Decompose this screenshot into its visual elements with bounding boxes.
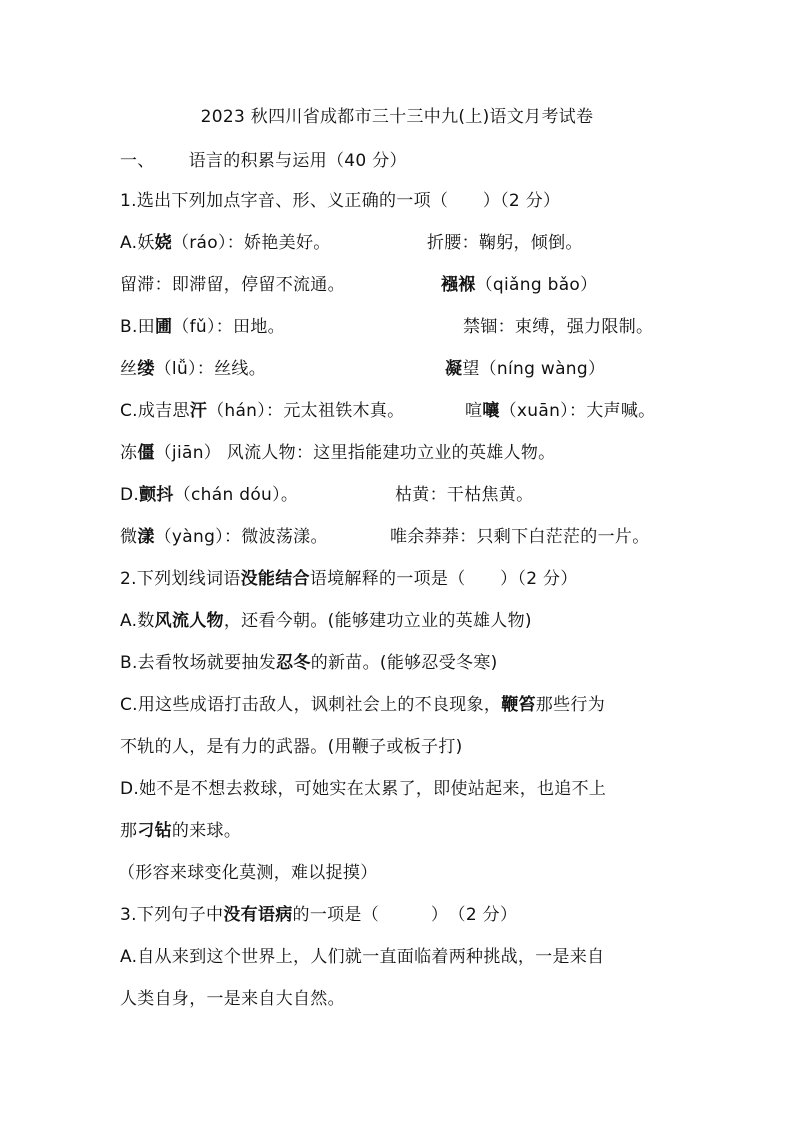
q1-option-a2-left: 留滞：即滞留，停留不流通。 <box>120 275 345 295</box>
underlined-word: 风流人物 <box>154 611 224 631</box>
dotted-word: 漾 <box>137 527 155 547</box>
q1-option-a2-right <box>441 274 597 296</box>
q2-option-c <box>120 694 605 716</box>
dotted-word: 僵 <box>137 443 155 463</box>
q1-option-d2-left <box>120 526 328 548</box>
q2-option-d: D.她不是不想去救球，可她实在太累了，即使站起来，也追不上 <box>120 779 607 799</box>
dotted-word: 缕 <box>137 359 155 379</box>
text-run: 2.下列划线词语 <box>120 569 241 589</box>
q3-option-a: A.自从来到这个世界上，人们就一直面临着两种挑战，一是来自 <box>120 947 605 967</box>
text-run: C.用这些成语打击敌人，讽刺社会上的不良现象， <box>120 695 502 715</box>
text-run: C.成吉思 <box>120 401 190 421</box>
q1-option-d-left <box>120 484 298 506</box>
dotted-word: 颤抖 <box>139 485 174 505</box>
text-run: 语境解释的一项是（ ）（2 分） <box>309 569 578 589</box>
text-run: 丝 <box>120 359 138 379</box>
text-run: （lǚ）：丝线。 <box>154 359 267 379</box>
text-run: 的新苗。(能够忍受冬寒) <box>310 653 498 673</box>
text-run: B.田 <box>120 317 155 337</box>
text-run: （qiǎng bǎo） <box>475 275 598 295</box>
text-run: 的来球。 <box>171 821 242 841</box>
text-run: （chán dóu）。 <box>173 485 299 505</box>
emphasis: 没有语病 <box>223 905 293 925</box>
text-run: 的一项是（ ） （2 分） <box>292 905 518 925</box>
text-run: A.妖 <box>120 233 155 253</box>
text-run: 喧 <box>465 401 483 421</box>
emphasis: 没能结合 <box>240 569 310 589</box>
section-heading <box>120 150 407 172</box>
text-run: （fǔ）：田地。 <box>172 317 285 337</box>
dotted-word: 汗 <box>189 401 208 421</box>
underlined-word: 鞭笞 <box>501 695 536 715</box>
q1-option-a-left <box>120 232 331 254</box>
text-run: A.数 <box>120 611 155 631</box>
text-run: 望（níng wàng） <box>462 359 606 379</box>
q2-stem <box>120 568 578 590</box>
text-run: （ráo）：娇艳美好。 <box>171 233 331 253</box>
dotted-word: 圃 <box>154 317 173 337</box>
section-title: 语言的积累与运用（40 分） <box>188 151 407 171</box>
dotted-word: 凝 <box>445 359 463 379</box>
text-run: D. <box>120 485 140 505</box>
text-run: 那 <box>120 821 138 841</box>
q1-option-c-left <box>120 400 404 422</box>
underlined-word: 刁钻 <box>137 821 172 841</box>
q1-stem: 1.选出下列加点字音、形、义正确的一项（ ）（2 分） <box>120 191 561 211</box>
dotted-word: 襁褓 <box>441 275 476 295</box>
q3-stem <box>120 904 517 926</box>
text-run: （yàng）：微波荡漾。 <box>154 527 328 547</box>
q1-option-b-right: 禁锢：束缚，强力限制。 <box>463 317 654 337</box>
dotted-word: 娆 <box>154 233 172 253</box>
text-run: （xuān）：大声喊。 <box>499 401 656 421</box>
q2-option-a <box>120 610 532 632</box>
text-run: 那些行为 <box>535 695 605 715</box>
text-run: 微 <box>120 527 138 547</box>
text-run: 冻 <box>120 443 138 463</box>
q1-option-b2-right <box>445 358 605 380</box>
q1-option-b2-left <box>120 358 266 380</box>
dotted-word: 嚷 <box>482 401 500 421</box>
q2-option-b <box>120 652 498 674</box>
q3-option-a-cont: 人类自身，一是来自大自然。 <box>120 989 345 1009</box>
q2-option-d-cont <box>120 820 241 842</box>
q2-option-d-note: （形容来球变化莫测，难以捉摸） <box>118 863 378 883</box>
text-run: （hán）：元太祖铁木真。 <box>207 401 405 421</box>
q1-option-d2-right: 唯余莽莽：只剩下白茫茫的一片。 <box>390 527 650 547</box>
section-number: 一、 <box>120 151 155 171</box>
underlined-word: 忍冬 <box>276 653 311 673</box>
text-run: ，还看今朝。(能够建功立业的英雄人物) <box>223 611 532 631</box>
q1-option-a-right: 折腰：鞠躬，倾倒。 <box>427 233 583 253</box>
q2-option-c-cont: 不轨的人，是有力的武器。(用鞭子或板子打) <box>120 737 463 757</box>
q1-option-c2 <box>120 442 555 464</box>
q1-option-b-left <box>120 316 285 338</box>
text-run: B.去看牧场就要抽发 <box>120 653 277 673</box>
q1-option-c-right <box>465 400 655 422</box>
q1-option-d-right: 枯黄：干枯焦黄。 <box>395 485 534 505</box>
text-run: 3.下列句子中 <box>120 905 224 925</box>
text-run: （jiān） 风流人物：这里指能建功立业的英雄人物。 <box>154 443 556 463</box>
page-title: 2023 秋四川省成都市三十三中九(上)语文月考试卷 <box>200 107 594 127</box>
